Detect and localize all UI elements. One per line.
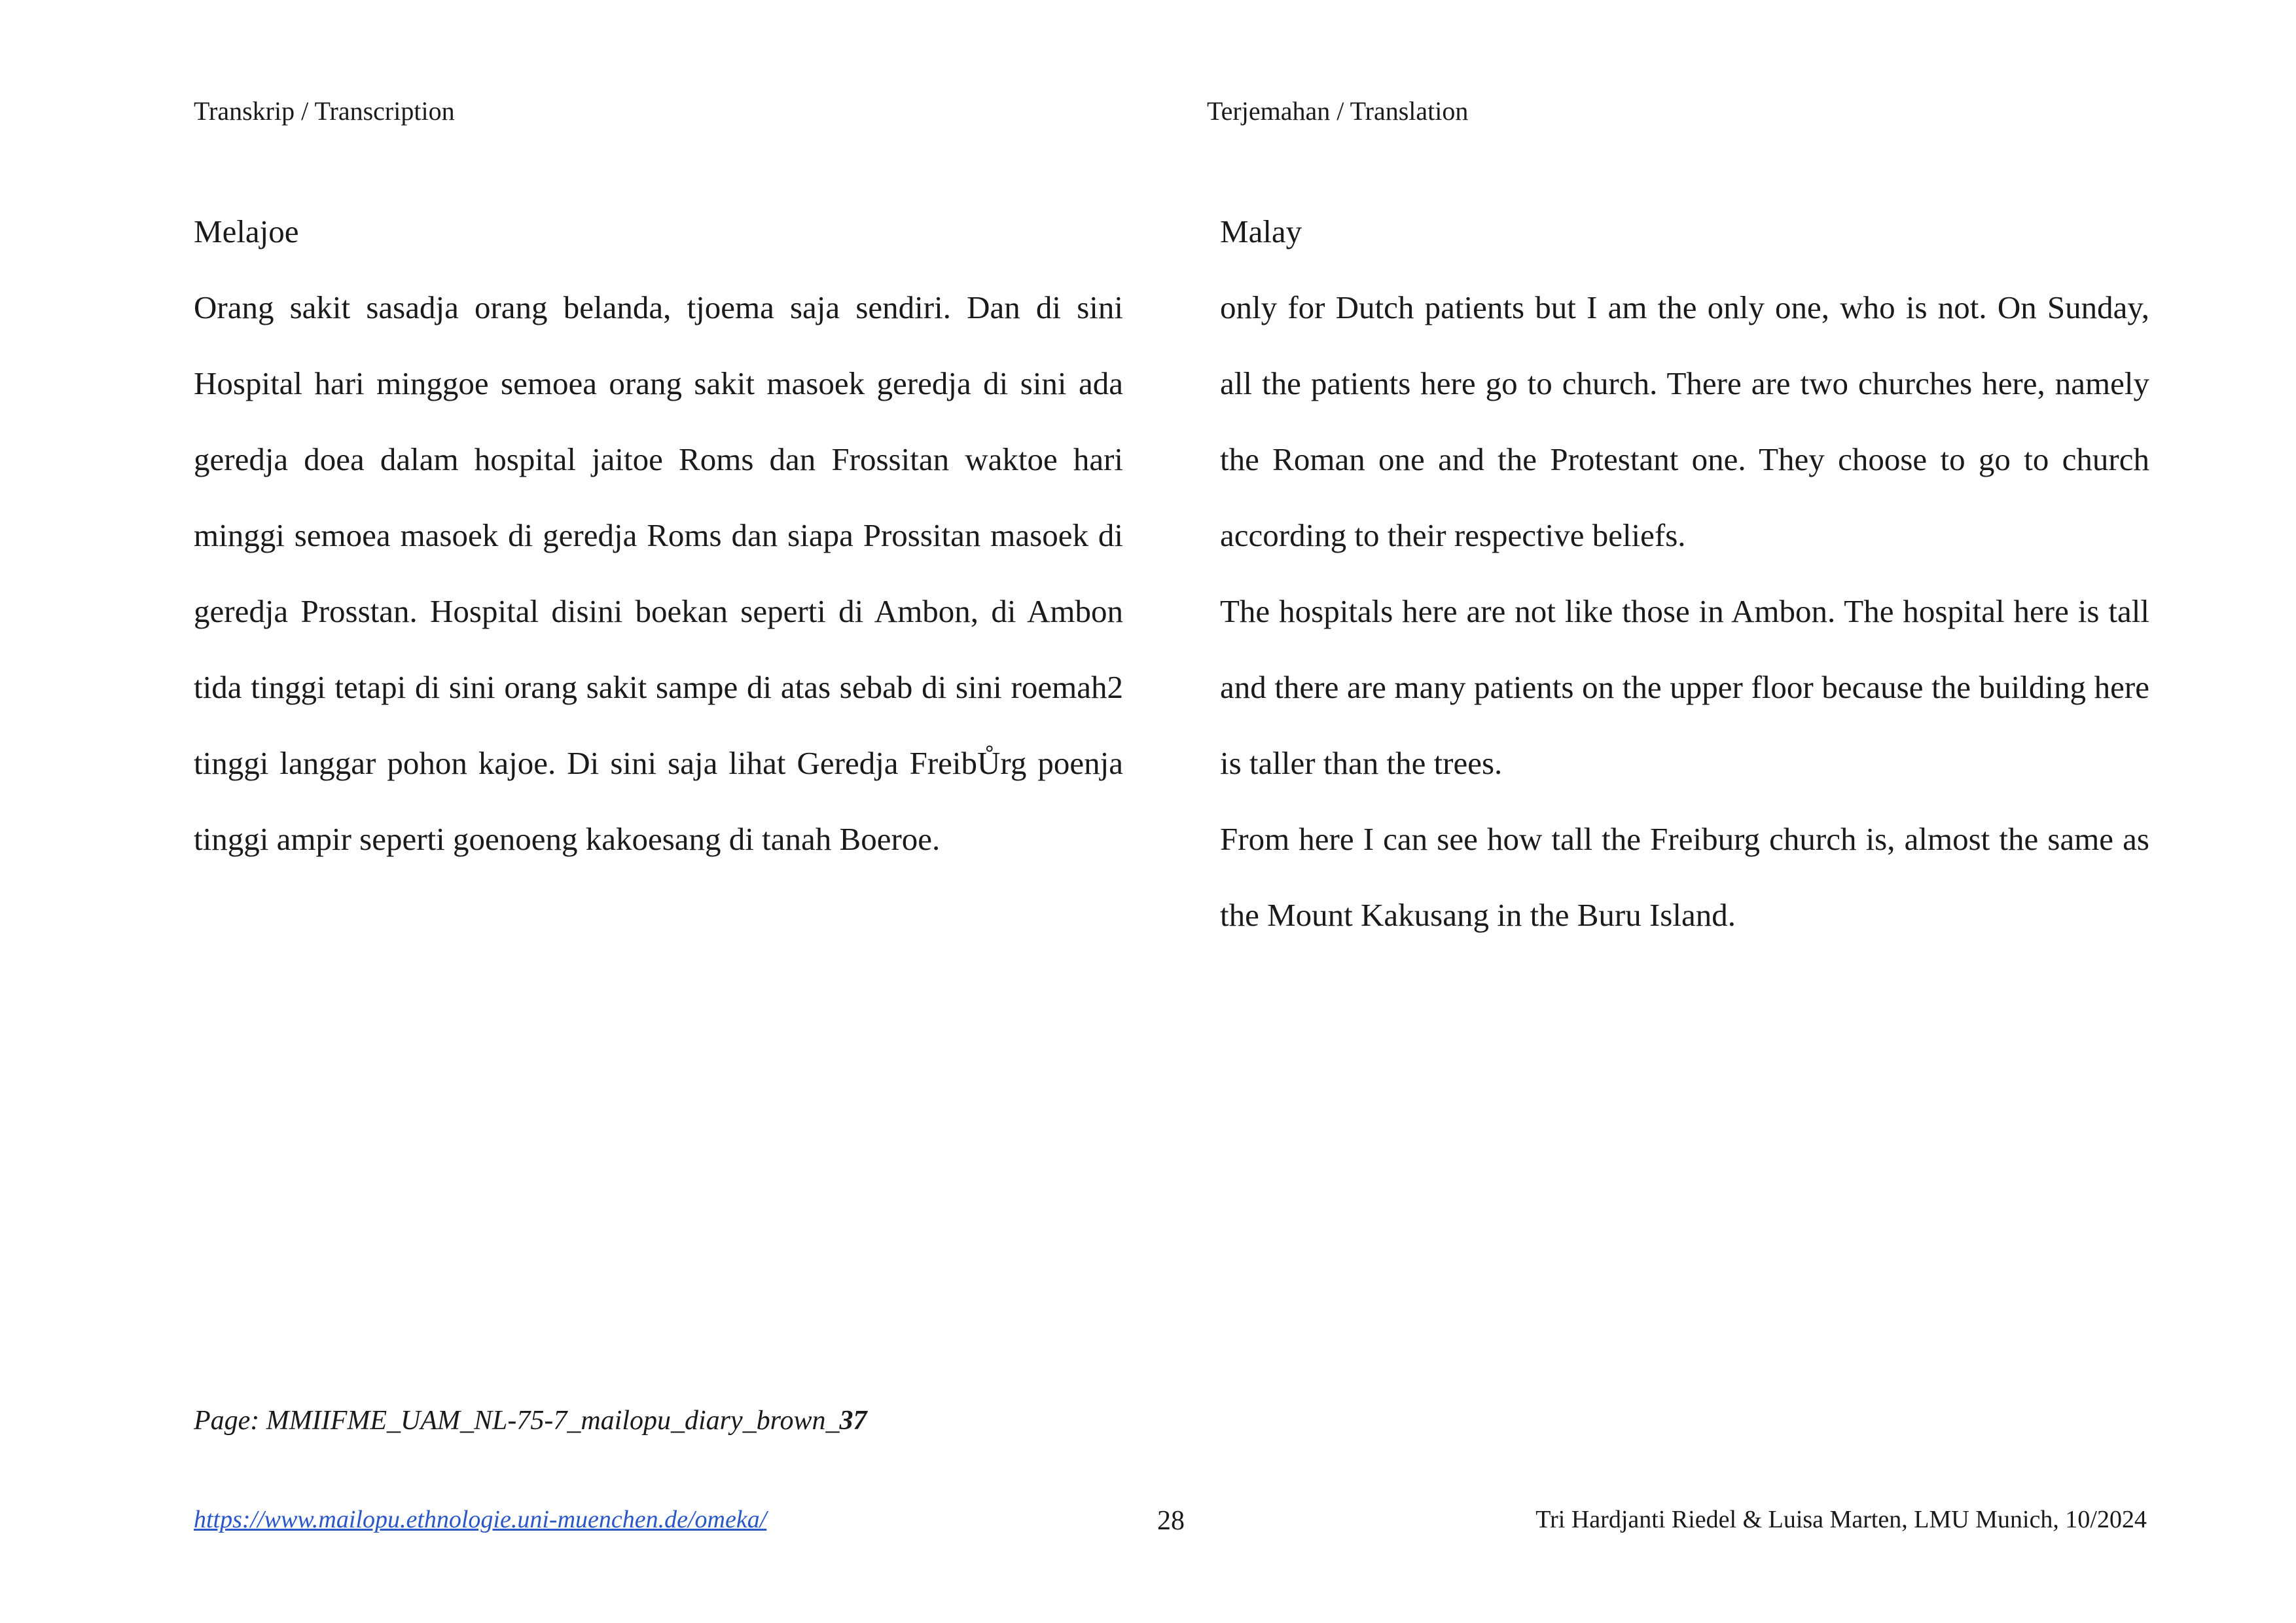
transcription-text: Orang sakit sasadja orang belanda, tjoema saja sendiri. Dan di sini Hospital hari minggoe semoea orang sakit masoek geredja di sini ada geredja doea dalam hospital jaitoe Roms dan Frossitan waktoe hari minggi semoea masoek di geredja Roms dan siapa Prossitan masoek di geredja Prosstan. Hospital disini boekan seperti di Ambon, di Ambon tida tinggi tetapi di sini orang sakit sampe di atas sebab di sini roemah2 tinggi langgar pohon kajoe. Di sini saja lihat Geredja FreibŮrg poenja tinggi ampir seperti goenoeng kakoesang di tanah Boeroe. [194, 289, 1123, 857]
transcription-column-header: Transkrip / Transcription [194, 96, 455, 126]
source-page-reference [194, 1405, 867, 1436]
translation-paragraph: only for Dutch patients but I am the only one, who is not. On Sunday, all the patients here go to church. There are two churches here, namely the Roman one and the Protestant one. They choose to go to church according to their respective beliefs. [1220, 289, 2149, 553]
translation-paragraph: From here I can see how tall the Freiburg church is, almost the same as the Mount Kakusang in the Buru Island. [1220, 821, 2149, 933]
translation-column [1220, 194, 2149, 953]
author-credit: Tri Hardjanti Riedel & Luisa Marten, LMU Munich, 10/2024 [1535, 1506, 2147, 1533]
translation-language-label: Malay [1220, 213, 1302, 249]
source-page-prefix: Page: MMIIFME_UAM_NL-75-7_mailopu_diary_brown_ [194, 1406, 840, 1436]
transcription-language-label: Melajoe [194, 213, 299, 249]
transcription-column [194, 194, 1123, 877]
translation-paragraph: The hospitals here are not like those in Ambon. The hospital here is tall and there are many patients on the upper floor because the building here is taller than the trees. [1220, 593, 2149, 781]
archive-link[interactable]: https://www.mailopu.ethnologie.uni-muenchen.de/omeka/ [194, 1506, 767, 1533]
page-number: 28 [1157, 1506, 1185, 1536]
source-page-number: 37 [839, 1406, 867, 1436]
translation-column-header: Terjemahan / Translation [1207, 96, 1469, 126]
